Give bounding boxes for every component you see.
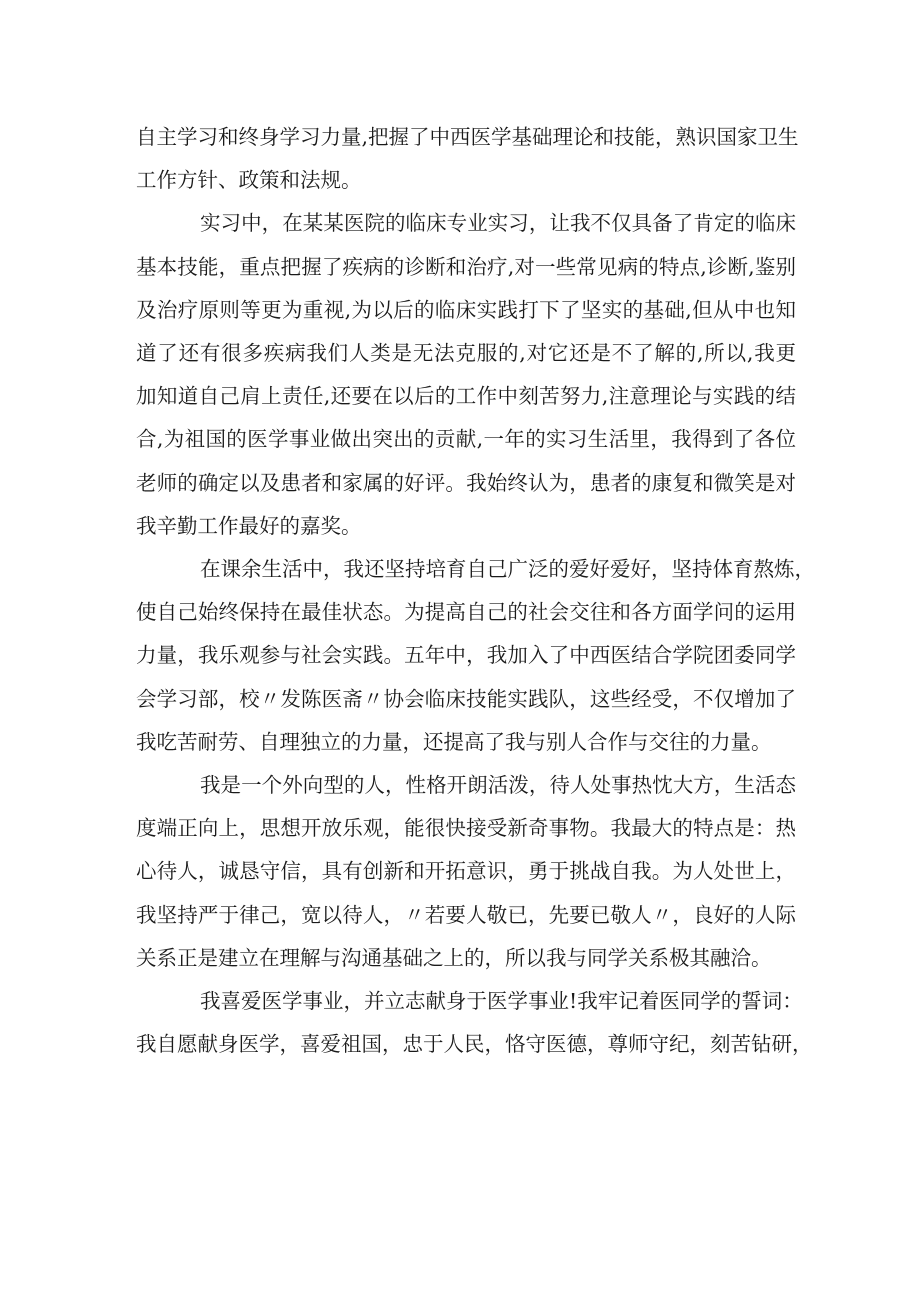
text-line: 我吃苦耐劳、自理独立的力量，还提高了我与别人合作与交往的力量。	[136, 729, 772, 754]
text-line: 自主学习和终身学习力量,把握了中西医学基础理论和技能，熟识国家卫生	[136, 125, 799, 149]
text-line: 我自愿献身医学，喜爱祖国，忠于人民，恪守医德，尊师守纪，刻苦钻研，	[136, 1032, 813, 1057]
text-line: 在课余生活中，我还坚持培育自己广泛的爱好爱好，坚持体育熬炼，	[200, 557, 815, 582]
text-line: 度端正向上，思想开放乐观，能很快接受新奇事物。我最大的特点是：热	[136, 816, 796, 841]
text-line: 合,为祖国的医学事业做出突出的贡献,一年的实习生活里，我得到了各位	[136, 427, 796, 452]
paragraph-5	[136, 980, 813, 1066]
text-line: 使自己始终保持在最佳状态。为提高自己的社会交往和各方面学问的运用	[136, 600, 796, 625]
text-line: 心待人，诚恳守信，具有创新和开拓意识，勇于挑战自我。为人处世上，	[136, 859, 796, 884]
text-line: 我喜爱医学事业，并立志献身于医学事业!我牢记着医同学的誓词：	[200, 989, 803, 1014]
text-line: 我坚持严于律己，宽以待人，〃若要人敬已，先要已敬人〃，良好的人际	[136, 902, 796, 927]
paragraph-1	[136, 116, 799, 202]
paragraph-2	[136, 202, 796, 548]
text-line: 实习中，在某某医院的临床专业实习，让我不仅具备了肯定的临床	[200, 211, 796, 236]
document-body	[136, 116, 815, 1066]
text-line: 力量，我乐观参与社会实践。五年中，我加入了中西医结合学院团委同学	[136, 643, 796, 668]
text-line: 老师的确定以及患者和家属的好评。我始终认为，患者的康复和微笑是对	[136, 470, 796, 495]
paragraph-3	[136, 548, 815, 764]
text-line: 我是一个外向型的人，性格开朗活泼，待人处事热忱大方，生活态	[200, 773, 796, 798]
text-line: 会学习部，校〃发陈医斋〃协会临床技能实践队，这些经受，不仅增加了	[136, 686, 796, 711]
text-line: 关系正是建立在理解与沟通基础之上的，所以我与同学关系极其融洽。	[136, 945, 772, 970]
text-line: 我辛勤工作最好的嘉奖。	[136, 513, 362, 538]
text-line: 及治疗原则等更为重视,为以后的临床实践打下了坚实的基础,但从中也知	[136, 297, 796, 322]
paragraph-4	[136, 764, 796, 980]
text-line: 加知道自己肩上责任,还要在以后的工作中刻苦努力,注意理论与实践的结	[136, 384, 796, 409]
text-line: 道了还有很多疾病我们人类是无法克服的,对它还是不了解的,所以,我更	[136, 341, 796, 366]
text-line: 工作方针、政策和法规。	[136, 168, 362, 193]
text-line: 基本技能，重点把握了疾病的诊断和治疗,对一些常见病的特点,诊断,鉴别	[136, 254, 796, 279]
